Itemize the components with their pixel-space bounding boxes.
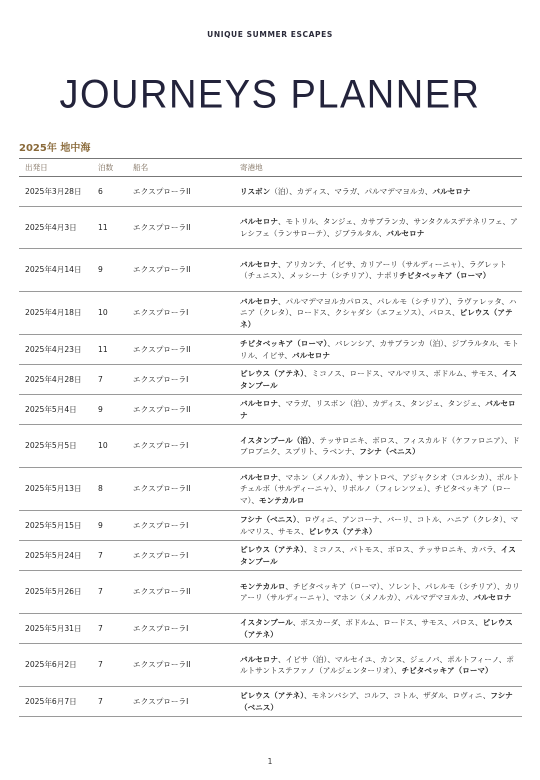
port-embark-disembark: ピレウス（アテネ） (240, 545, 305, 555)
ship-name-cell: エクスプローラI (127, 614, 234, 644)
port-list-text: 、イビサ（泊）、マルセイユ、カンヌ、ジェノバ、ポルトフィーノ、ポルトサントステファノ（アルジェンターリオ）、 (240, 654, 514, 675)
table-row (19, 468, 522, 511)
port-embark-disembark: バルセロナ (386, 228, 425, 238)
ports-of-call-cell (234, 425, 522, 468)
departure-date-cell: 2025年4月18日 (19, 292, 92, 335)
departure-date-cell: 2025年3月28日 (19, 177, 92, 207)
port-embark-disembark: チビタベッキア（ローマ） (399, 271, 491, 280)
ship-name-cell: エクスプローラII (127, 335, 234, 365)
port-embark-disembark: バルセロナ (432, 186, 471, 196)
nights-cell: 9 (92, 395, 127, 425)
nights-cell: 10 (92, 425, 127, 468)
table-row (19, 292, 522, 335)
ship-name-cell: エクスプローラII (127, 468, 234, 511)
departure-date-cell: 2025年5月24日 (19, 541, 92, 571)
ship-name-cell: エクスプローラII (127, 571, 234, 614)
port-list-text: （泊）、カディス、マラガ、パルマデマヨルカ、 (270, 186, 433, 196)
nights-cell: 9 (92, 511, 127, 541)
port-list-text: 、アリカンテ、イビサ、カリアーリ（サルディーニャ）、ラグレット（チュニス）、メッシーナ（シチリア）、ナポリ (240, 259, 507, 280)
table-row (19, 335, 522, 365)
nights-cell: 11 (92, 207, 127, 249)
departure-date-cell: 2025年4月28日 (19, 365, 92, 395)
port-list-text: 、バレンシア、カサブランカ（泊）、ジブラルタル、モトリル、イビサ、 (240, 339, 519, 360)
table-row (19, 177, 522, 207)
column-header-nights: 泊数 (92, 159, 127, 177)
port-list-text: 、マラガ、リスボン（泊）、カディス、タンジェ、タンジェ、 (277, 399, 486, 409)
port-list-text: 、ロヴィニ、アンコーナ、バーリ、コトル、ハニア（クレタ）、マルマリス、サモス、 (240, 515, 519, 536)
nights-cell: 10 (92, 292, 127, 335)
port-embark-disembark: バルセロナ (240, 217, 278, 227)
table-row (19, 249, 522, 292)
port-embark-disembark: チビタベッキア（ローマ） (401, 666, 493, 675)
port-embark-disembark: イスタンブール（泊） (240, 435, 312, 445)
table-row (19, 395, 522, 425)
table-row (19, 687, 522, 717)
page-title: JOURNEYS PLANNER (59, 72, 481, 118)
nights-cell: 7 (92, 571, 127, 614)
port-embark-disembark: バルセロナ (473, 593, 512, 602)
nights-cell: 11 (92, 335, 127, 365)
ship-name-cell: エクスプローラII (127, 395, 234, 425)
ship-name-cell: エクスプローラI (127, 365, 234, 395)
port-embark-disembark: バルセロナ (240, 399, 278, 409)
section-title: 2025年 地中海 (19, 143, 91, 154)
ship-name-cell: エクスプローラI (127, 292, 234, 335)
port-embark-disembark: ピレウス（アテネ） (240, 369, 305, 379)
port-embark-disembark: バルセロナ (292, 350, 330, 360)
ports-of-call-cell (234, 571, 522, 614)
port-embark-disembark: イスタンブール (240, 369, 517, 390)
column-header-ports: 寄港地 (234, 159, 522, 177)
port-embark-disembark: イスタンブール (240, 618, 293, 628)
table-row (19, 571, 522, 614)
port-embark-disembark: フシナ（ベニス） (240, 515, 297, 525)
departure-date-cell: 2025年6月2日 (19, 644, 92, 687)
ports-of-call-cell (234, 541, 522, 571)
ship-name-cell: エクスプローラII (127, 644, 234, 687)
table-row (19, 541, 522, 571)
ship-name-cell: エクスプローラI (127, 425, 234, 468)
port-list-text: 、チビタベッキア（ローマ）、ソレント、パレルモ（シチリア）、カリアーリ（サルディーニャ）、マホン（メノルカ）、パルマデマヨルカ、 (240, 581, 520, 602)
ports-of-call-cell (234, 207, 522, 249)
port-list-text: 、ミコノス、ロードス、マルマリス、ボドルム、サモス、 (304, 369, 502, 379)
column-header-departure: 出発日 (19, 159, 92, 177)
ports-of-call-cell (234, 335, 522, 365)
table-row (19, 365, 522, 395)
nights-cell: 7 (92, 365, 127, 395)
port-list-text: 、モトリル、タンジェ、カサブランカ、サンタクルスデテネリフェ、アレシフェ（ランサローテ）、ジブラルタル、 (240, 217, 518, 238)
nights-cell: 7 (92, 614, 127, 644)
port-embark-disembark: バルセロナ (240, 654, 278, 664)
port-embark-disembark: バルセロナ (240, 259, 278, 269)
nights-cell: 7 (92, 687, 127, 717)
port-embark-disembark: ピレウス（アテネ） (240, 308, 513, 329)
table-row (19, 425, 522, 468)
departure-date-cell: 2025年5月31日 (19, 614, 92, 644)
port-embark-disembark: バルセロナ (240, 297, 278, 307)
nights-cell: 6 (92, 177, 127, 207)
departure-date-cell: 2025年4月3日 (19, 207, 92, 249)
port-list-text: 、モネンバシア、コルフ、コトル、ザダル、ロヴィニ、 (304, 691, 491, 701)
table-header-row (19, 159, 522, 177)
departure-date-cell: 2025年5月26日 (19, 571, 92, 614)
port-list-text: 、ミコノス、パトモス、ボロス、テッサロニキ、カバラ、 (304, 545, 501, 555)
departure-date-cell: 2025年4月14日 (19, 249, 92, 292)
ports-of-call-cell (234, 292, 522, 335)
nights-cell: 9 (92, 249, 127, 292)
ports-of-call-cell (234, 395, 522, 425)
port-embark-disembark: ピレウス（アテネ） (308, 526, 377, 536)
table-row (19, 614, 522, 644)
table-row (19, 207, 522, 249)
ports-of-call-cell (234, 365, 522, 395)
nights-cell: 7 (92, 541, 127, 571)
ship-name-cell: エクスプローラII (127, 207, 234, 249)
ports-of-call-cell (234, 614, 522, 644)
port-embark-disembark: フシナ（ベニス） (359, 447, 420, 456)
departure-date-cell: 2025年5月15日 (19, 511, 92, 541)
brand-tagline: UNIQUE SUMMER ESCAPES (207, 30, 333, 39)
table-row (19, 511, 522, 541)
ports-of-call-cell (234, 468, 522, 511)
port-list-text: 、パルマデマヨルカパロス、パレルモ（シチリア）、ラヴァレッタ、ハニア（クレタ）、ロードス、クシャダシ（エフェソス）、パロス、 (240, 297, 517, 318)
ship-name-cell: エクスプローラI (127, 541, 234, 571)
port-embark-disembark: フシナ（ベニス） (240, 691, 513, 712)
ports-of-call-cell (234, 177, 522, 207)
port-embark-disembark: モンテカルロ (240, 581, 286, 591)
port-list-text: 、テッサロニキ、ボロス、フィスカルド（ケファロニア）、ドブロブニク、スプリト、ラベンナ、 (240, 435, 520, 456)
departure-date-cell: 2025年4月23日 (19, 335, 92, 365)
nights-cell: 7 (92, 644, 127, 687)
port-embark-disembark: リスボン (240, 186, 271, 196)
port-embark-disembark: イスタンブール (240, 545, 516, 566)
ship-name-cell: エクスプローラII (127, 249, 234, 292)
itinerary-table (19, 158, 522, 717)
port-embark-disembark: モンテカルロ (258, 495, 305, 505)
ports-of-call-cell (234, 249, 522, 292)
port-embark-disembark: バルセロナ (240, 473, 278, 483)
port-list-text: 、ボスカーダ、ボドルム、ロードス、サモス、パロス、 (292, 618, 483, 628)
ports-of-call-cell (234, 644, 522, 687)
ports-of-call-cell (234, 687, 522, 717)
page-number: 1 (267, 757, 273, 766)
table-row (19, 644, 522, 687)
ports-of-call-cell (234, 511, 522, 541)
column-header-ship: 船名 (127, 159, 234, 177)
departure-date-cell: 2025年5月5日 (19, 425, 92, 468)
departure-date-cell: 2025年5月4日 (19, 395, 92, 425)
nights-cell: 8 (92, 468, 127, 511)
port-list-text: 、マホン（メノルカ）、サントロペ、アジャクシオ（コルシカ）、ポルトチェルボ（サルディーニャ）、リボルノ（フィレンツェ）、チビタベッキア（ローマ）、 (240, 473, 520, 505)
port-embark-disembark: ピレウス（アテネ） (240, 618, 513, 639)
ship-name-cell: エクスプローラI (127, 511, 234, 541)
ship-name-cell: エクスプローラII (127, 177, 234, 207)
port-embark-disembark: ピレウス（アテネ） (240, 691, 305, 701)
port-embark-disembark: チビタベッキア（ローマ） (240, 339, 328, 349)
port-embark-disembark: バルセロナ (240, 399, 516, 420)
departure-date-cell: 2025年6月7日 (19, 687, 92, 717)
ship-name-cell: エクスプローラI (127, 687, 234, 717)
departure-date-cell: 2025年5月13日 (19, 468, 92, 511)
